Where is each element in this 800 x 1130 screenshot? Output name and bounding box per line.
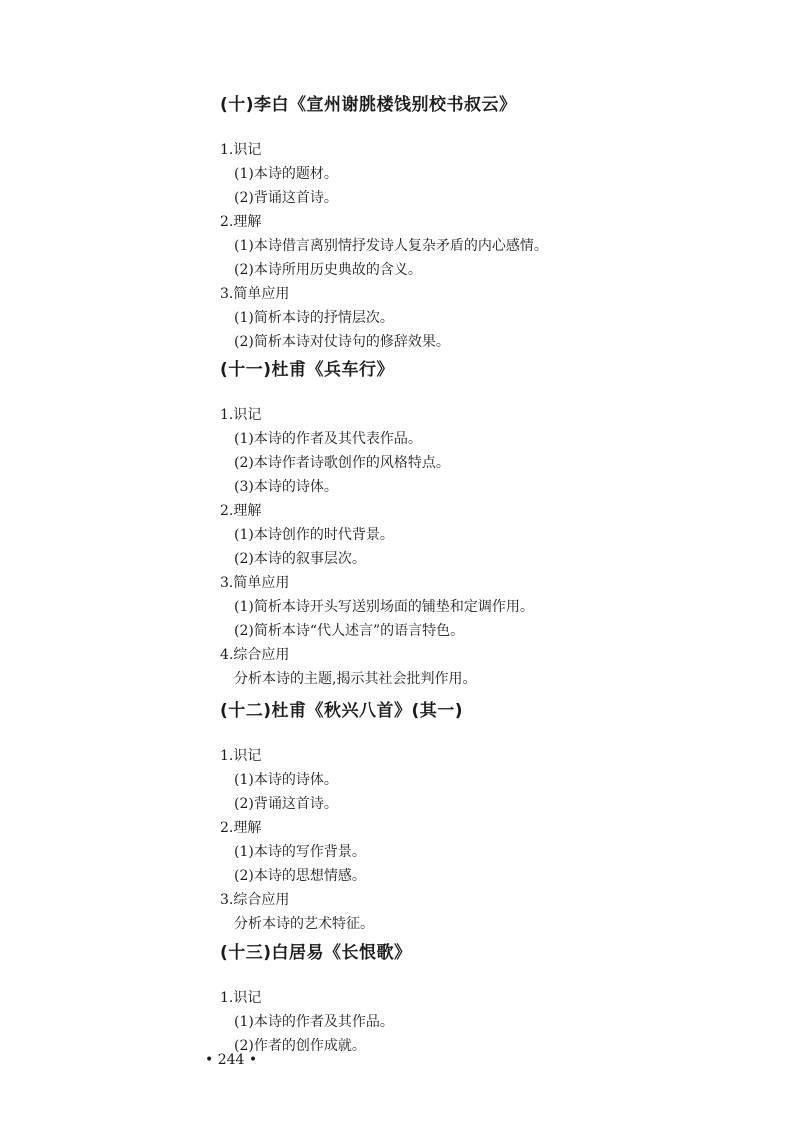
list-item: (1)简析本诗开头写送别场面的铺垫和定调作用。	[234, 599, 534, 615]
list-item: (1)本诗的写作背景。	[234, 844, 366, 860]
list-item: (1)简析本诗的抒情层次。	[234, 310, 394, 326]
level-heading: 3.简单应用	[220, 575, 290, 591]
list-item: (2)本诗的叙事层次。	[234, 551, 366, 567]
list-item: (1)本诗的诗体。	[234, 772, 338, 788]
list-item: (2)本诗所用历史典故的含义。	[234, 262, 422, 278]
list-item: (1)本诗的题材。	[234, 166, 338, 182]
list-item: (2)背诵这首诗。	[234, 190, 338, 206]
section-13	[220, 940, 780, 1058]
list-item: (1)本诗的作者及其代表作品。	[234, 431, 422, 447]
level-heading: 1.识记	[220, 142, 262, 158]
list-item: (2)本诗作者诗歌创作的风格特点。	[234, 455, 450, 471]
level-heading: 3.综合应用	[220, 892, 290, 908]
list-item: (2)简析本诗对仗诗句的修辞效果。	[234, 334, 450, 350]
section-11	[220, 357, 780, 691]
level-heading: 2.理解	[220, 214, 262, 230]
list-item: (1)本诗创作的时代背景。	[234, 527, 394, 543]
level-heading: 3.简单应用	[220, 286, 290, 302]
list-item: (1)本诗借言离别情抒发诗人复杂矛盾的内心感情。	[234, 238, 548, 254]
list-item: 分析本诗的主题,揭示其社会批判作用。	[234, 671, 477, 687]
level-heading: 1.识记	[220, 748, 262, 764]
list-item: (2)本诗的思想情感。	[234, 868, 366, 884]
list-item: (2)背诵这首诗。	[234, 796, 338, 812]
section-title: (十)李白《宣州谢朓楼饯别校书叔云》	[220, 95, 517, 115]
list-item: (1)本诗的作者及其作品。	[234, 1014, 394, 1030]
list-item: 分析本诗的艺术特征。	[234, 916, 374, 932]
level-heading: 1.识记	[220, 407, 262, 423]
list-item: (2)作者的创作成就。	[234, 1038, 366, 1054]
list-item: (2)简析本诗“代人述言”的语言特色。	[234, 623, 465, 639]
level-heading: 2.理解	[220, 820, 262, 836]
section-12	[220, 698, 780, 936]
level-heading: 2.理解	[220, 503, 262, 519]
section-title: (十三)白居易《长恨歌》	[220, 943, 412, 963]
section-title: (十一)杜甫《兵车行》	[220, 360, 395, 380]
level-heading: 4.综合应用	[220, 647, 290, 663]
section-title: (十二)杜甫《秋兴八首》(其一)	[220, 701, 464, 721]
page-number: • 244 •	[205, 1052, 258, 1068]
level-heading: 1.识记	[220, 990, 262, 1006]
list-item: (3)本诗的诗体。	[234, 479, 338, 495]
section-10	[220, 92, 780, 354]
